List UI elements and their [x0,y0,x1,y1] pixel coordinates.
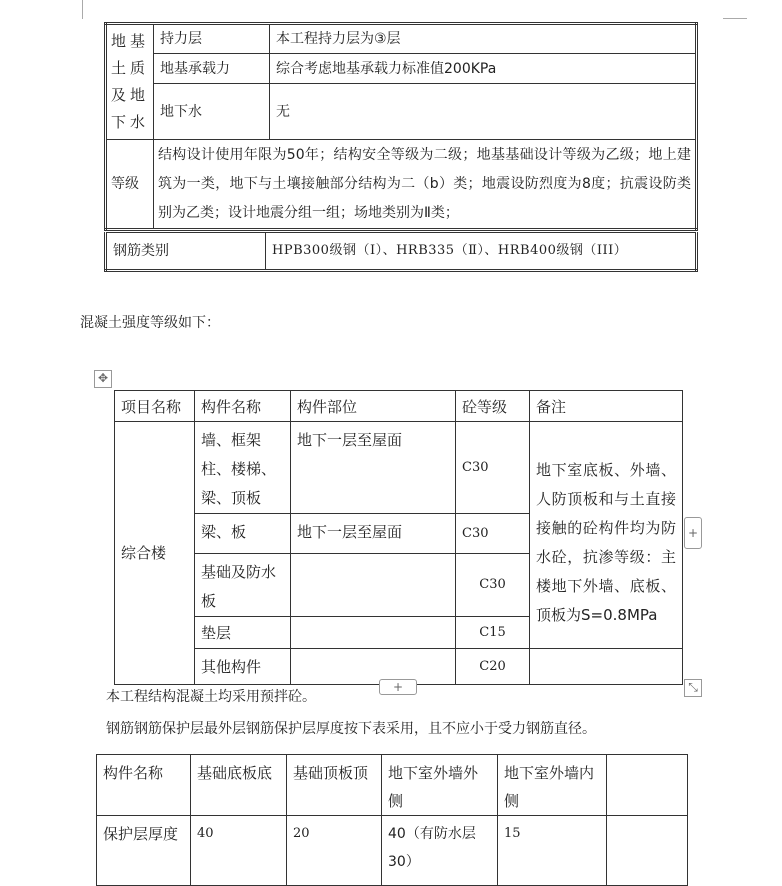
location-cell: 地下一层至屋面 [291,422,456,514]
cover-thickness-table [96,754,688,886]
cover-base-bottom: 40 [191,816,287,886]
grade-cell: C30 [456,554,530,617]
header-base-top: 基础顶板顶 [287,755,382,816]
cover-empty [607,816,688,886]
member-cell: 梁、板 [195,514,291,554]
header-base-bottom: 基础底板底 [191,755,287,816]
row-label: 保护层厚度 [97,816,191,886]
row-value [270,54,697,84]
location-cell: 地下一层至屋面 [291,514,456,554]
member-cell: 基础及防水板 [195,554,291,617]
remark-cell: 地下室底板、外墙、人防顶板和与土直接接触的砼构件均为防水砼，抗渗等级：主楼地下外墙、底板、顶板为S=0.8MPa [530,422,683,649]
row-label: 地基承载力 [154,54,270,84]
note-rebar-cover: 钢筋钢筋保护层最外层钢筋保护层厚度按下表采用，且不应小于受力钢筋直径。 [106,721,596,737]
cover-outer-wall-in: 15 [498,816,607,886]
project-cell: 综合楼 [115,422,195,685]
header-remark: 备注 [530,391,683,422]
grade-cell: C15 [456,617,530,649]
row-value: 本工程持力层为③层 [270,24,697,54]
row-value: 无 [270,84,697,140]
page-corner-mark-right [723,0,747,19]
row-label: 持力层 [154,24,270,54]
member-cell: 垫层 [195,617,291,649]
soil-header: 地基土质及地下水 [111,32,150,131]
remark-empty-cell [530,649,683,685]
location-cell [291,554,456,617]
concrete-grade-table [114,390,683,685]
note-premixed-concrete: 本工程结构混凝土均采用预拌砼。 [106,689,316,705]
rebar-table [104,232,698,272]
member-cell: 其他构件 [195,649,291,685]
grade-label: 等级 [106,140,154,230]
header-project: 项目名称 [115,391,195,422]
page-corner-mark-left [82,0,83,19]
header-empty [607,755,688,816]
header-outer-wall-out: 地下室外墙外侧 [382,755,498,816]
foundation-table [104,22,698,231]
grade-cell: C30 [456,514,530,554]
bearing-capacity-text: 综合考虑地基承载力标准值200KPa [276,60,497,77]
header-member: 构件名称 [195,391,291,422]
grade-cell: C20 [456,649,530,685]
soil-header-cell [106,24,154,140]
table-resize-handle[interactable]: ⤡ [684,679,702,697]
rebar-label: 钢筋类别 [106,233,266,271]
cover-outer-wall-out: 40（有防水层30） [382,816,498,886]
grade-cell: C30 [456,422,530,514]
header-location: 构件部位 [291,391,456,422]
add-row-button[interactable]: + [379,679,417,695]
header-outer-wall-in: 地下室外墙内侧 [498,755,607,816]
rebar-value: HPB300级钢（I）、HRB335（Ⅱ）、HRB400级钢（III） [266,233,697,271]
add-column-button[interactable]: + [684,517,702,549]
table-move-handle[interactable]: ✥ [94,370,112,388]
row-label: 地下水 [154,84,270,140]
location-cell [291,649,456,685]
header-grade: 砼等级 [456,391,530,422]
cover-base-top: 20 [287,816,382,886]
header-member: 构件名称 [97,755,191,816]
member-cell: 墙、框架柱、楼梯、梁、顶板 [195,422,291,514]
grade-value: 结构设计使用年限为50年；结构安全等级为二级；地基基础设计等级为乙级；地上建筑为一类，地下与土壤接触部分结构为二（b）类；地震设防烈度为8度；抗震设防类别为乙类；设计地震分组一组；场地类别为Ⅱ类； [154,140,697,230]
concrete-intro: 混凝土强度等级如下： [80,315,220,331]
location-cell [291,617,456,649]
page-top-line [0,0,782,1]
